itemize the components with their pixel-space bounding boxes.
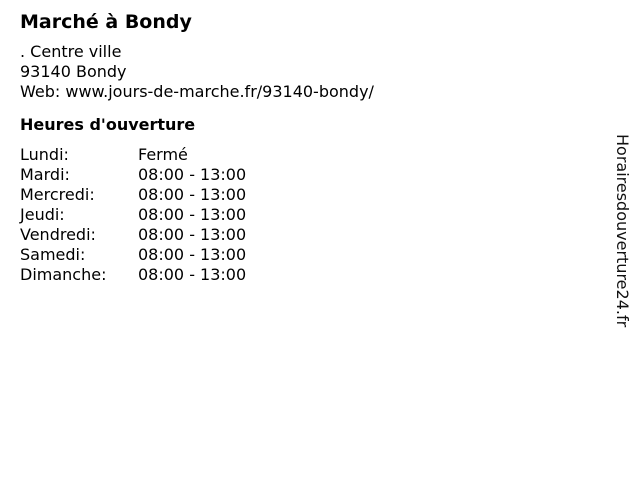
address-street: . Centre ville — [20, 42, 122, 61]
hours-row-thursday — [20, 205, 600, 225]
day-label: Mardi: — [20, 165, 70, 184]
time-value: Fermé — [138, 145, 188, 164]
address-city: 93140 Bondy — [20, 62, 127, 81]
market-info-card — [20, 10, 600, 285]
page-title: Marché à Bondy — [20, 11, 192, 33]
website-line: Web: www.jours-de-marche.fr/93140-bondy/ — [20, 82, 374, 101]
day-label: Samedi: — [20, 245, 86, 264]
hours-row-friday — [20, 225, 600, 245]
time-value: 08:00 - 13:00 — [138, 245, 247, 264]
time-value: 08:00 - 13:00 — [138, 265, 247, 284]
hours-row-monday — [20, 145, 600, 165]
hours-row-tuesday — [20, 165, 600, 185]
day-label: Lundi: — [20, 145, 69, 164]
site-watermark: Horairesdouverture24.fr — [613, 134, 632, 328]
day-label: Vendredi: — [20, 225, 96, 244]
hours-row-sunday — [20, 265, 600, 285]
time-value: 08:00 - 13:00 — [138, 205, 247, 224]
day-label: Jeudi: — [20, 205, 65, 224]
address-block — [20, 42, 600, 102]
hours-row-saturday — [20, 245, 600, 265]
time-value: 08:00 - 13:00 — [138, 165, 247, 184]
day-label: Mercredi: — [20, 185, 95, 204]
time-value: 08:00 - 13:00 — [138, 185, 247, 204]
opening-hours-heading: Heures d'ouverture — [20, 115, 196, 134]
opening-hours-table — [20, 145, 600, 285]
day-label: Dimanche: — [20, 265, 107, 284]
time-value: 08:00 - 13:00 — [138, 225, 247, 244]
hours-row-wednesday — [20, 185, 600, 205]
